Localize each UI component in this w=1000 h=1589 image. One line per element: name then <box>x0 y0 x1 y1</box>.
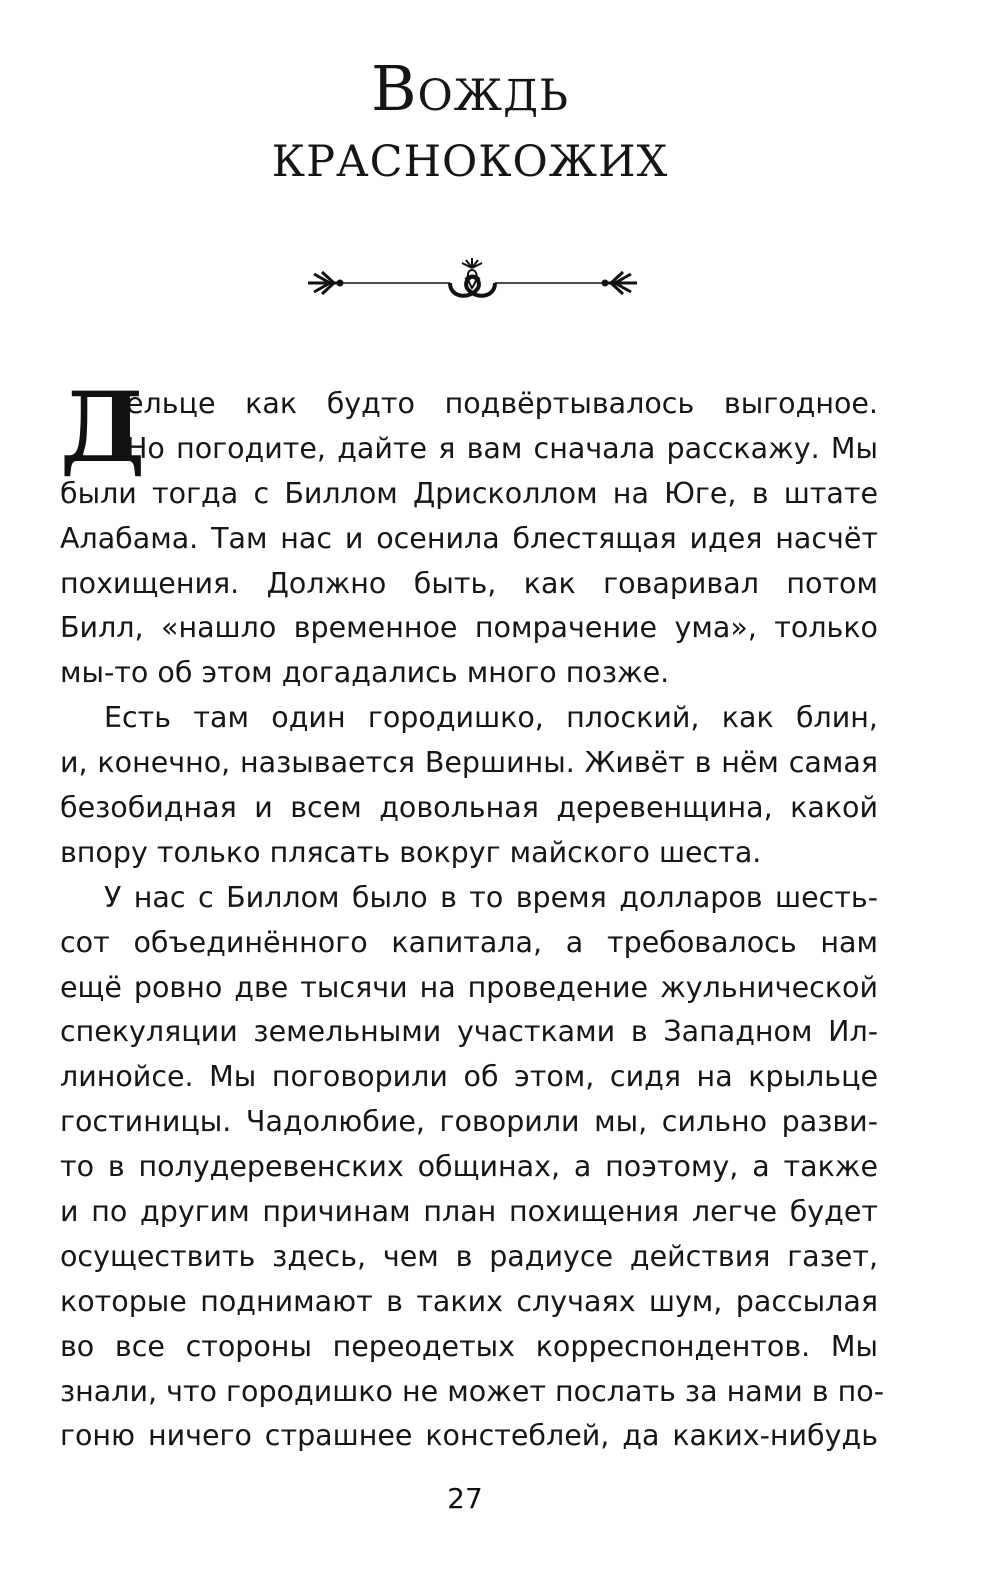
drop-cap: Д <box>60 371 146 484</box>
text-line: У нас с Биллом было в то время долларов шесть- <box>104 880 878 914</box>
text-line: гоню ничего страшнее констеблей, да каких-нибудь <box>60 1419 878 1453</box>
paragraph-1 <box>60 371 878 696</box>
text-line: осуществить здесь, чем в радиусе действия газет, <box>60 1239 878 1273</box>
text-line: Билл, «нашло временное помрачение ума», только <box>60 611 878 645</box>
text-line: то в полудеревенских общинах, а поэтому, а также <box>60 1150 878 1184</box>
paragraph-2 <box>60 696 878 876</box>
text-line: знали, что городишко не может послать за нами в по- <box>60 1374 884 1408</box>
body-text <box>60 371 884 1459</box>
text-line: ельце как будто подвёртывалось выгодное. <box>126 387 878 420</box>
paragraph-3 <box>60 876 884 1460</box>
text-line: ещё ровно две тысячи на проведение жульнической <box>60 970 878 1004</box>
chapter-title-line-1: Вождь <box>370 52 570 125</box>
page-number: 27 <box>447 1482 483 1515</box>
text-line: и, конечно, называется Вершины. Живёт в нём самая <box>60 746 878 780</box>
text-line: которые поднимают в таких случаях шум, рассылая <box>60 1284 878 1318</box>
text-line: и по другим причинам план похищения легче будет <box>60 1195 878 1229</box>
text-line: Алабама. Там нас и осенила блестящая идея насчёт <box>60 521 878 555</box>
text-line: мы-то об этом догадались много позже. <box>60 656 670 690</box>
text-line: спекуляции земельными участками в Западном Ил- <box>60 1015 878 1049</box>
text-line: безобидная и всем довольная деревенщина, какой <box>60 791 878 825</box>
text-line: линойсе. Мы поговорили об этом, сидя на крыльце <box>60 1060 878 1094</box>
decorative-divider-icon <box>300 258 645 308</box>
text-line: похищения. Должно быть, как говаривал потом <box>60 566 878 600</box>
text-line: во все стороны переодетых корреспондентов. Мы <box>60 1329 878 1363</box>
text-line: Но погодите, дайте я вам сначала расскажу. Мы <box>126 431 878 465</box>
text-line: впору только плясать вокруг майского шеста. <box>60 835 762 869</box>
text-line: Есть там один городишко, плоский, как блин, <box>104 701 878 735</box>
text-line: сот объединённого капитала, а требовалось нам <box>60 925 878 959</box>
text-line: гостиницы. Чадолюбие, говорили мы, сильно разви- <box>60 1105 878 1139</box>
text-line: были тогда с Биллом Дрисколлом на Юге, в штате <box>60 476 878 510</box>
chapter-title-line-2: краснокожих <box>271 118 669 191</box>
